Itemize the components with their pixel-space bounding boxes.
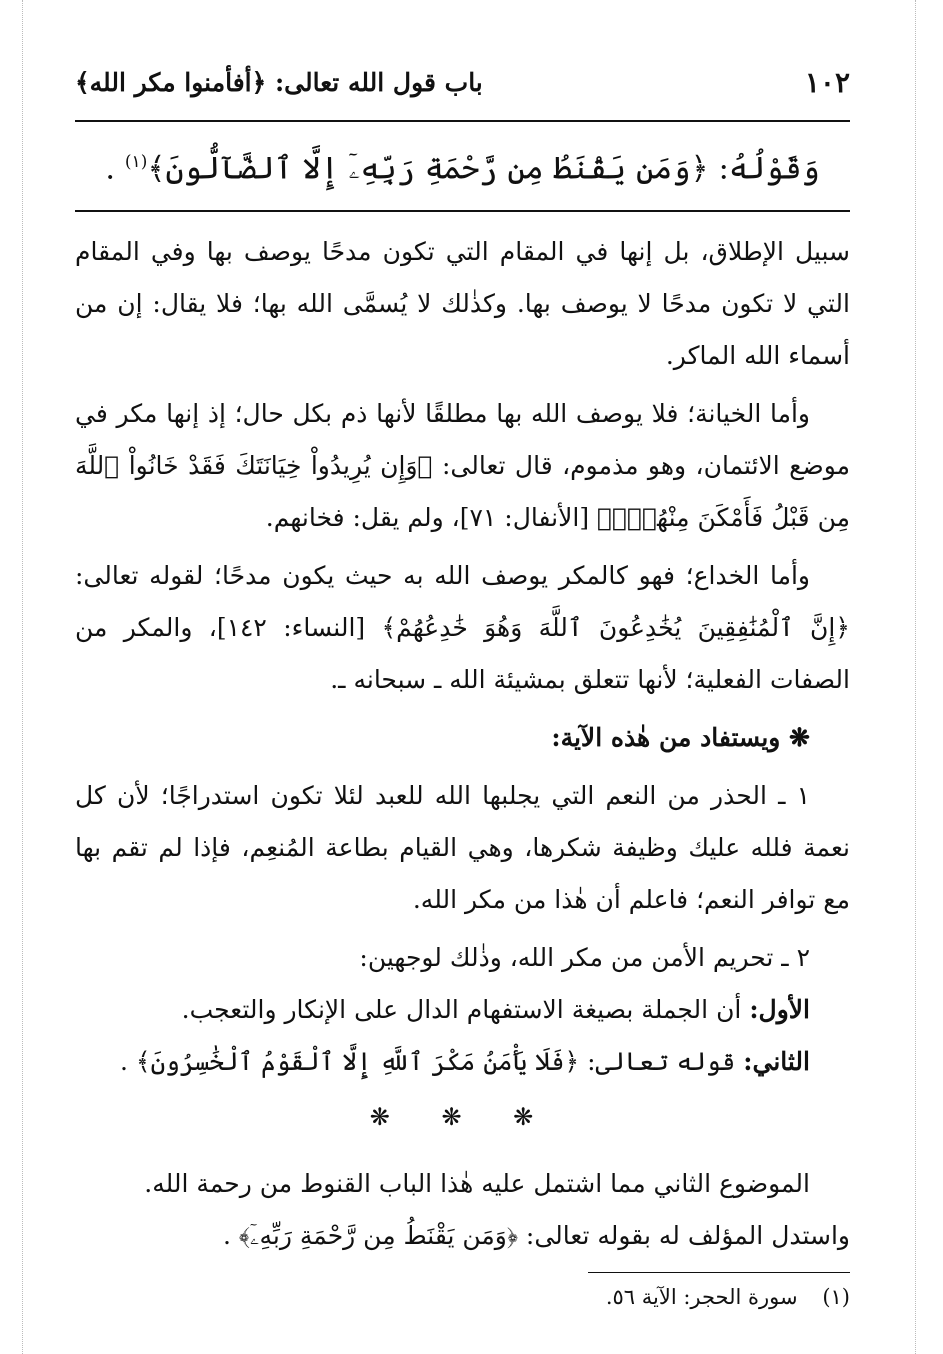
footnote-number: (١) bbox=[822, 1285, 850, 1309]
paragraph-3-text: وأما الخداع؛ فهو كالمكر يوصف الله به حيث يكون مدحًا؛ لقوله تعالى: bbox=[75, 561, 810, 590]
reason-second-text: قوله تعالى: bbox=[587, 1047, 736, 1076]
section-heading: ❋ ويستفاد من هٰذه الآية: bbox=[551, 723, 810, 752]
chapter-verse bbox=[75, 134, 850, 196]
footnote-rule bbox=[588, 1272, 850, 1273]
reason-first-text: أن الجملة بصيغة الاستفهام الدال على الإنكار والتعجب. bbox=[181, 995, 742, 1024]
verse-rule bbox=[75, 210, 850, 212]
benefit-item-1: ١ ـ الحذر من النعم التي يجلبها الله للعبد لئلا تكون استدراجًا؛ لأن كل نعمة فلله عليك وظيفة شكرها، وهي القيام بطاعة المُنعِم، فإذا لم تقم بها مع توافر النعم؛ فاعلم أن هٰذا من مكر الله. bbox=[75, 781, 850, 914]
paragraph-2-text: وأما الخيانة؛ فلا يوصف الله بها مطلقًا لأنها ذم بكل حال؛ إذ إنها مكر في موضع الائتمان، وهو مذموم، قال تعالى: bbox=[75, 399, 851, 480]
reason-second-end: . bbox=[120, 1047, 128, 1076]
verse-intro: وَقَوْلُهُ: bbox=[718, 150, 820, 187]
running-title: باب قول الله تعالى: ﴿أفأمنوا مكر الله﴾ bbox=[75, 67, 483, 97]
reason-first bbox=[75, 984, 850, 1036]
page-header bbox=[75, 62, 850, 102]
verse-quran: ﴿وَمَن يَقْنَطُ مِن رَّحْمَةِ رَبِّهِۦٓ إِلَّا ٱلضَّآلُّونَ﴾ bbox=[147, 150, 709, 187]
margin-guide-right bbox=[915, 0, 916, 1354]
footnote-text: سورة الحجر: الآية ٥٦. bbox=[605, 1285, 798, 1309]
reason-second bbox=[75, 1036, 850, 1088]
closing-line-1: الموضوع الثاني مما اشتمل عليه هٰذا الباب القنوط من رحمة الله. bbox=[144, 1169, 810, 1198]
closing-line-2 bbox=[75, 1210, 850, 1262]
paragraph-3-ref: [النساء: ١٤٢]، والمكر من الصفات الفعلية؛ لأنها تتعلق بمشيئة الله ـ سبحانه ـ. bbox=[75, 613, 850, 694]
paragraph-3 bbox=[75, 550, 850, 706]
closing-line-2-quran: ﴿وَمَن يَقْنَطُ مِن رَّحْمَةِ رَبِّهِۦٓ﴾ bbox=[238, 1221, 518, 1250]
reason-first-label: الأول: bbox=[749, 995, 810, 1024]
paragraph-2-ref: [الأنفال: ٧١]، ولم يقل: فخانهم. bbox=[265, 503, 590, 532]
reason-second-label: الثاني: bbox=[743, 1047, 810, 1076]
header-rule bbox=[75, 120, 850, 122]
page-number: ١٠٢ bbox=[804, 65, 850, 99]
paragraph-1: سبيل الإطلاق، بل إنها في المقام التي تكون مدحًا يوصف بها وفي المقام التي لا تكون مدحًا لا يوصف بها. وكذٰلك لا يُسمَّى الله بها؛ فلا يقال: إن من أسماء الله الماكر. bbox=[75, 237, 850, 370]
paragraph-2-quran: ﴿وَإِن يُرِيدُواْ خِيَانَتَكَ فَقَدْ خَانُواْ ٱللَّهَ مِن قَبْلُ فَأَمْكَنَ مِنْهُمْۗ﴾ bbox=[75, 451, 850, 532]
book-page bbox=[75, 0, 850, 1354]
footnote-ref: (١) bbox=[124, 152, 148, 172]
margin-guide-left bbox=[22, 0, 23, 1354]
section-separator: ❋ ❋ ❋ bbox=[369, 1103, 556, 1131]
footnote bbox=[75, 1282, 850, 1312]
paragraph-3-quran: ﴿إِنَّ ٱلْمُنَٰفِقِينَ يُخَٰدِعُونَ ٱللَّهَ وَهُوَ خَٰدِعُهُمْ﴾ bbox=[381, 613, 850, 642]
closing-line-2-text: واستدل المؤلف له بقوله تعالى: bbox=[525, 1221, 850, 1250]
closing-line-2-end: . bbox=[222, 1221, 231, 1250]
main-text bbox=[75, 226, 850, 1262]
paragraph-2 bbox=[75, 388, 850, 544]
verse-end: . bbox=[105, 150, 116, 187]
benefit-item-2: ٢ ـ تحريم الأمن من مكر الله، وذٰلك لوجهين: bbox=[359, 943, 810, 972]
reason-second-quran: ﴿فَلَا يَأْمَنُ مَكْرَ ٱللَّهِ إِلَّا ٱلْقَوْمُ ٱلْخَٰسِرُونَ﴾ bbox=[135, 1047, 580, 1076]
